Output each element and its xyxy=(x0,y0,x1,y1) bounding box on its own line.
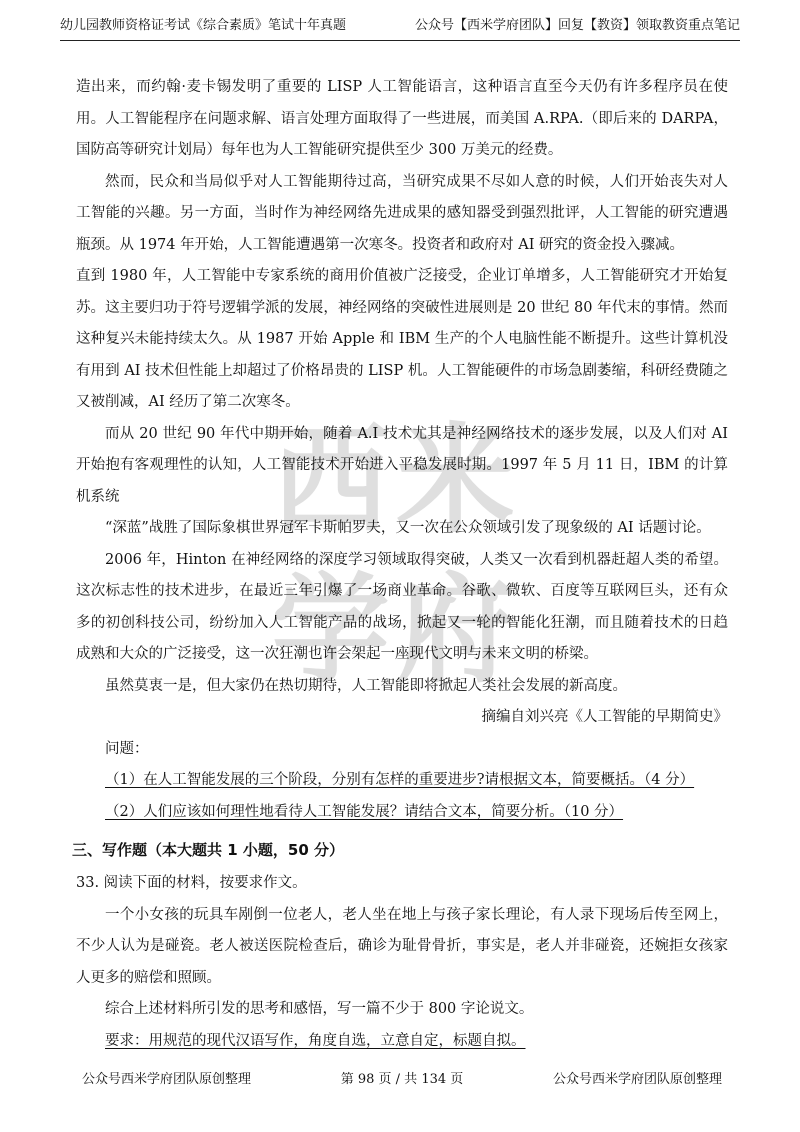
watermark-char: 西 xyxy=(271,411,390,549)
watermark-char: 米 xyxy=(396,411,515,549)
watermark-char: 府 xyxy=(396,561,515,699)
paragraph-3: 直到 1980 年，人工智能中专家系统的商用价值被广泛接受，企业订单增多，人工智能研究才开始复苏。这主要归功于符号逻辑学派的发展，神经网络的突破性进展则是 20 世纪 80 年代末的事情。然而这种复兴未能持续太久。从 1987 开始 Apple 和 IBM 生产的个人电脑性能不断提升。这些计算机没有用到 AI 技术但性能上却超过了价格昂贵的 LISP 机。人工智能硬件的市场急剧萎缩，科研经费随之又被削减，AI 经历了第二次寒冬。 xyxy=(76,268,728,410)
footer-left: 公众号西米学府团队原创整理 xyxy=(82,1072,252,1087)
paragraph-6: 虽然莫衷一是，但大家仍在热切期待，人工智能即将掀起人类社会发展的新高度。 xyxy=(105,677,627,694)
writing-requirement xyxy=(76,1026,728,1058)
source-citation: 摘编自刘兴亮《人工智能的早期简史》 xyxy=(481,709,728,725)
question-2-text: （2）人们应该如何理性地看待人工智能发展？请结合文本，简要分析。（10 分） xyxy=(105,803,624,820)
question-33: 33. 阅读下面的材料，按要求作文。 xyxy=(76,875,307,891)
page-header xyxy=(60,12,740,41)
paragraph-2: 然而，民众和当局似乎对人工智能期待过高，当研究成果不尽如人意的时候，人们开始丧失对人工智能的兴趣。另一方面，当时作为神经网络先进成果的感知器受到强烈批评，人工智能的研究遭遇瓶颈。从 1974 年开始，人工智能遭遇第一次寒冬。投资者和政府对 AI 研究的资金投入骤减。 xyxy=(76,173,728,253)
paragraph-4b: “深蓝”战胜了国际象棋世界冠军卡斯帕罗夫，又一次在公众领域引发了现象级的 AI 话题讨论。 xyxy=(105,520,711,536)
watermark-char: 学 xyxy=(271,561,390,699)
question-2 xyxy=(76,797,728,829)
paragraph-5: 2006 年，Hinton 在神经网络的深度学习领域取得突破，人类又一次看到机器赶超人类的希望。这次标志性的技术进步，在最近三年引爆了一场商业革命。谷歌、微软、百度等互联网巨头，还有众多的初创科技公司，纷纷加入人工智能产品的战场，掀起又一轮的智能化狂潮，而且随着技术的日趋成熟和大众的广泛接受，这一次狂潮也许会架起一座现代文明与未来文明的桥梁。 xyxy=(76,551,728,662)
writing-instruction: 综合上述材料所引发的思考和感悟，写一篇不少于 800 字论说文。 xyxy=(105,1001,534,1017)
header-right-note: 公众号【西米学府团队】回复【教资】领取教资重点笔记 xyxy=(414,18,740,33)
questions-label: 问题： xyxy=(105,740,149,757)
footer-right: 公众号西米学府团队原创整理 xyxy=(552,1072,722,1087)
page-content xyxy=(72,72,728,1057)
question-1 xyxy=(76,765,728,797)
header-left-title: 幼儿园教师资格证考试《综合素质》笔试十年真题 xyxy=(60,18,347,33)
writing-material: 一个小女孩的玩具车剐倒一位老人，老人坐在地上与孩子家长理论，有人录下现场后传至网上，不少人认为是碰瓷。老人被送医院检查后，确诊为耻骨骨折，事实是，老人并非碰瓷，还婉拒女孩家人更多的赔偿和照顾。 xyxy=(76,906,728,986)
writing-requirement-text: 要求：用规范的现代汉语写作，角度自选，立意自定，标题自拟。 xyxy=(105,1032,526,1049)
paragraph-1: 造出来，而约翰·麦卡锡发明了重要的 LISP 人工智能语言，这种语言直至今天仍有许多程序员在使用。人工智能程序在问题求解、语言处理方面取得了一些进展，而美国 A.RPA.（即后来的 DARPA，国防高等研究计划局）每年也为人工智能研究提供至少 300 万美元的经费。 xyxy=(76,79,728,158)
page-footer xyxy=(82,1068,722,1087)
page-number: 第 98 页 / 共 134 页 xyxy=(340,1072,464,1087)
question-1-text: （1）在人工智能发展的三个阶段，分别有怎样的重要进步?请根据文本，简要概括。（4 分） xyxy=(105,772,695,788)
paragraph-4a: 而从 20 世纪 90 年代中期开始，随着 A.I 技术尤其是神经网络技术的逐步发展，以及人们对 AI 开始抱有客观理性的认知，人工智能技术开始进入平稳发展时期。1997 年 5 月 11 日，IBM 的计算机系统 xyxy=(76,425,728,505)
section-3-title: 三、写作题（本大题共 1 小题，50 分） xyxy=(72,841,344,859)
